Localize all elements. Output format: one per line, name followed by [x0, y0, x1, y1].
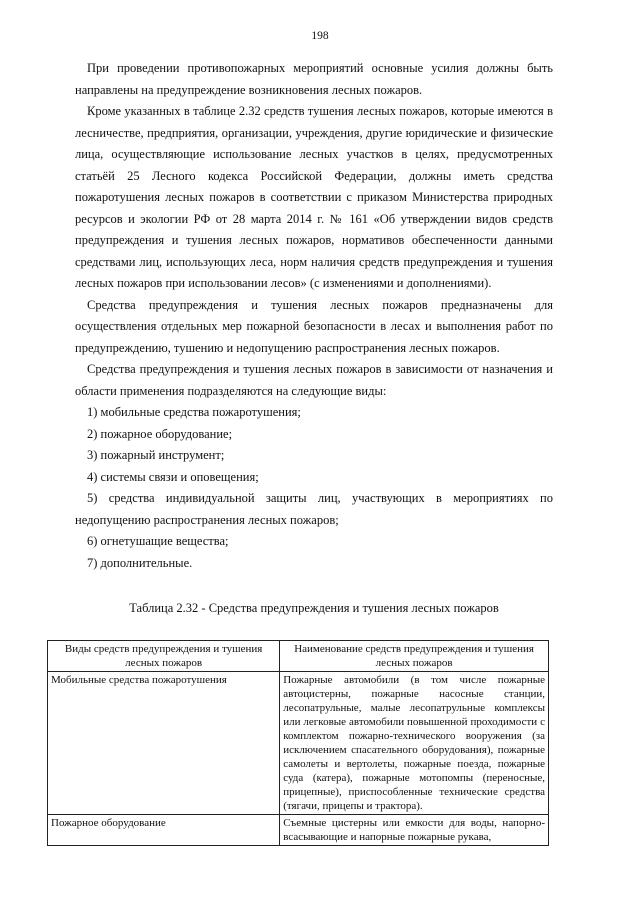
page-number: 198 [311, 30, 329, 42]
paragraph: При проведении противопожарных мероприятий основные усилия должны быть направлены на предупреждение возникновения лесных пожаров. [75, 61, 553, 97]
column-header-names: Наименование средств предупреждения и тушения лесных пожаров [280, 641, 549, 672]
table-row [48, 815, 549, 846]
table-cell-names: Пожарные автомобили (в том числе пожарные автоцистерны, пожарные насосные станции, лесопатрульные, малые лесопатрульные комплексы или легковые автомобили повышенной проходимости с комплектом пожарно-технического вооружения (за исключением спасательного оборудования), пожарные самолеты и вертолеты, пожарные поезда, пожарные суда (катера), пожарные мотопомпы (переносные, прицепные), приспособленные технические средства (тягачи, прицепы и трактора). [280, 672, 549, 815]
table-cell-type: Мобильные средства пожаротушения [48, 672, 280, 815]
list-item: 1) мобильные средства пожаротушения; [87, 405, 301, 419]
body-text [75, 58, 553, 574]
table-header-row [48, 641, 549, 672]
list-item: 2) пожарное оборудование; [87, 426, 233, 441]
list-item: 6) огнетушащие вещества; [87, 534, 229, 548]
table-row [48, 672, 549, 815]
list-item: 3) пожарный инструмент; [87, 448, 225, 462]
list-item: 7) дополнительные. [87, 555, 193, 570]
column-header-types: Виды средств предупреждения и тушения лесных пожаров [48, 641, 280, 672]
table-cell-names: Съемные цистерны или емкости для воды, напорно-всасывающие и напорные пожарные рукава, [280, 815, 549, 846]
list-item: 5) средства индивидуальной защиты лиц, участвующих в мероприятиях по недопущению распространения лесных пожаров; [75, 491, 553, 527]
list-item: 4) системы связи и оповещения; [87, 469, 259, 484]
table-caption: Таблица 2.32 - Средства предупреждения и тушения лесных пожаров [129, 601, 499, 615]
table-cell-type: Пожарное оборудование [48, 815, 280, 846]
paragraph: Средства предупреждения и тушения лесных пожаров в зависимости от назначения и области применения подразделяются на следующие виды: [75, 362, 553, 398]
fire-means-table [47, 640, 549, 846]
paragraph: Средства предупреждения и тушения лесных пожаров предназначены для осуществления отдельных мер пожарной безопасности в лесах и выполнения работ по предупреждению, тушению и недопущению распространения лесных пожаров. [75, 297, 553, 355]
paragraph: Кроме указанных в таблице 2.32 средств тушения лесных пожаров, которые имеются в лесничестве, предприятия, организации, учреждения, другие юридические и физические лица, осуществляющие использование лесных участков в целях, предусмотренных статьёй 25 Лесного кодекса Российской Федерации, должны иметь средства пожаротушения лесных пожаров в соответствии с приказом Министерства природных ресурсов и экологии РФ от 28 марта 2014 г. № 161 «Об утверждении видов средств предупреждения и тушения лесных пожаров, нормативов обеспеченности данными средствами лиц, использующих леса, норм наличия средств предупреждения и тушения лесных пожаров при использовании лесов» (с изменениями и дополнениями). [75, 104, 553, 290]
